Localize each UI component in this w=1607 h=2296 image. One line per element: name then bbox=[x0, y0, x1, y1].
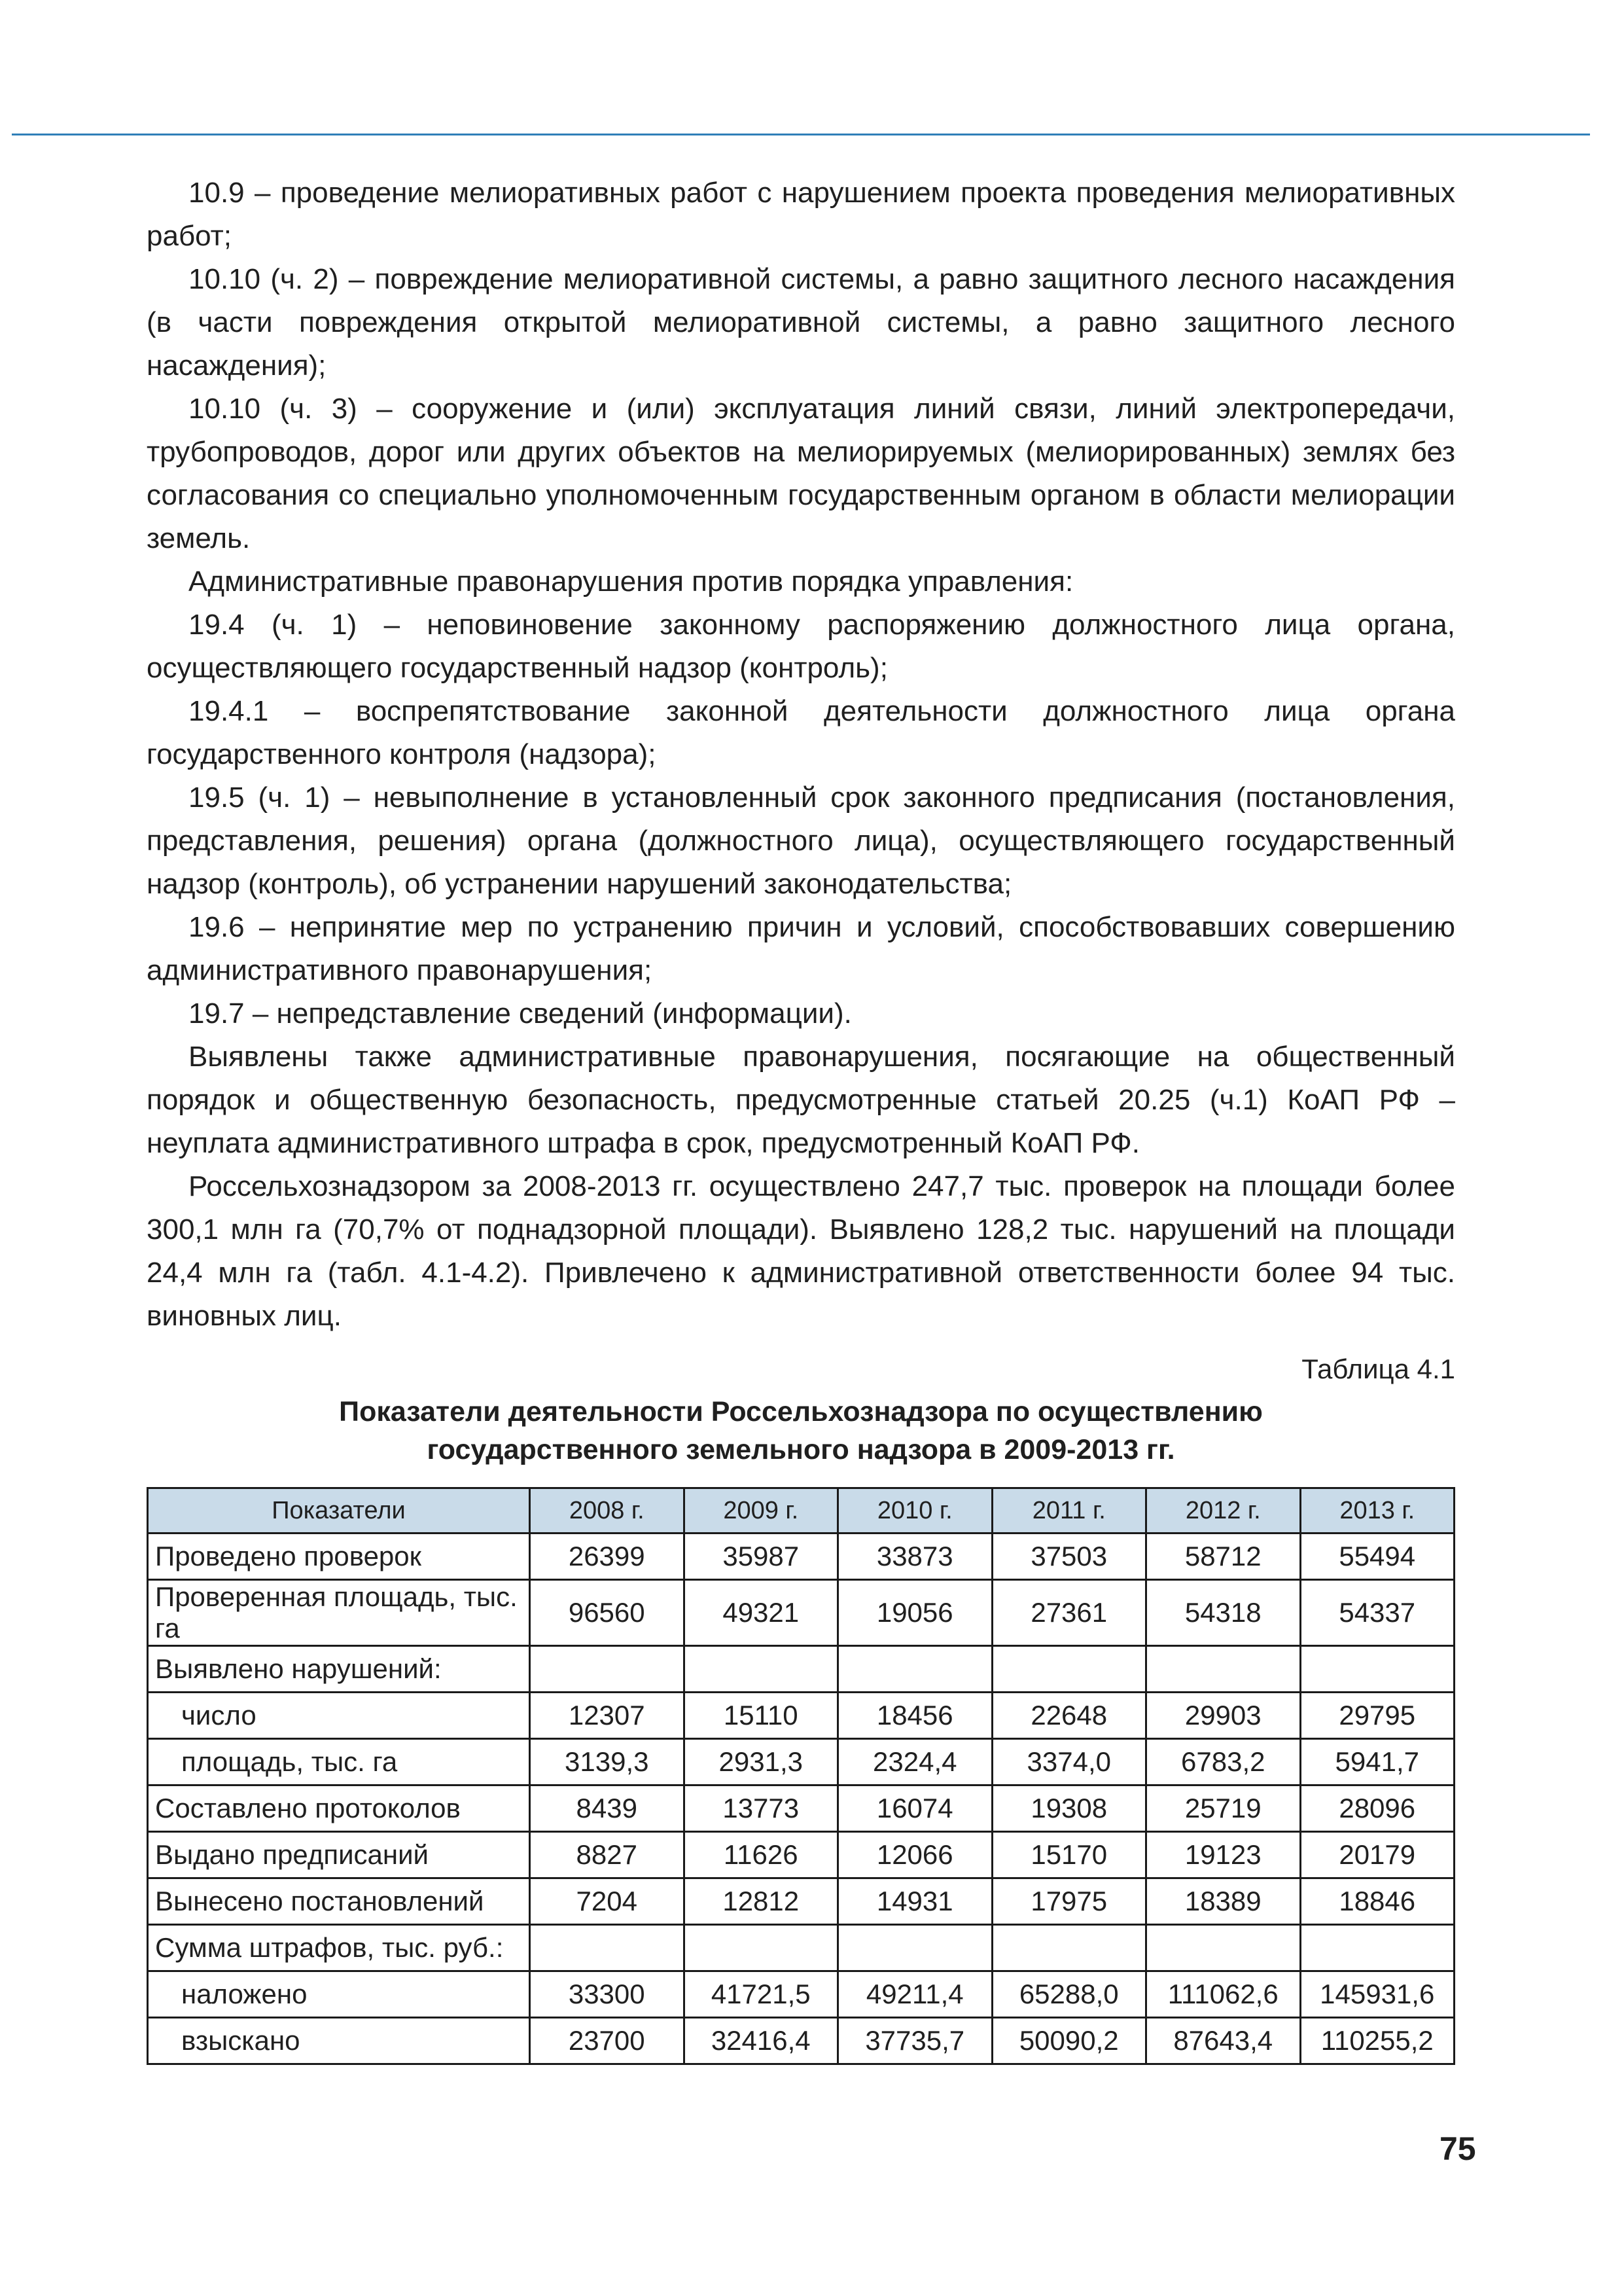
table-cell: 145931,6 bbox=[1300, 1971, 1455, 2018]
table-cell: 17975 bbox=[992, 1878, 1146, 1925]
table-cell bbox=[1146, 1925, 1301, 1971]
table-row bbox=[148, 1580, 1455, 1646]
row-label: площадь, тыс. га bbox=[148, 1739, 530, 1785]
table-cell bbox=[684, 1646, 838, 1693]
row-label: взыскано bbox=[148, 2018, 530, 2064]
table-cell: 6783,2 bbox=[1146, 1739, 1301, 1785]
table-cell: 49321 bbox=[684, 1580, 838, 1646]
table-cell: 3139,3 bbox=[530, 1739, 684, 1785]
table-title-line: государственного земельного надзора в 2009-2013 гг. bbox=[427, 1434, 1175, 1465]
body-text bbox=[147, 171, 1455, 1338]
table-row bbox=[148, 1693, 1455, 1739]
table-cell: 32416,4 bbox=[684, 2018, 838, 2064]
column-header: 2011 г. bbox=[992, 1488, 1146, 1534]
table-cell: 28096 bbox=[1300, 1785, 1455, 1832]
table-cell: 27361 bbox=[992, 1580, 1146, 1646]
table-cell: 14931 bbox=[838, 1878, 993, 1925]
row-label: Вынесено постановлений bbox=[148, 1878, 530, 1925]
table-row bbox=[148, 1832, 1455, 1878]
table-row bbox=[148, 1646, 1455, 1693]
table-cell: 12307 bbox=[530, 1693, 684, 1739]
table-cell bbox=[1300, 1925, 1455, 1971]
table-row bbox=[148, 1534, 1455, 1580]
row-label: Выявлено нарушений: bbox=[148, 1646, 530, 1693]
table-cell: 22648 bbox=[992, 1693, 1146, 1739]
column-header: 2013 г. bbox=[1300, 1488, 1455, 1534]
row-label: Сумма штрафов, тыс. руб.: bbox=[148, 1925, 530, 1971]
paragraph: 10.10 (ч. 2) – повреждение мелиоративной системы, а равно защитного лесного насаждения (в части повреждения открытой мелиоративной системы, а равно защитного лесного насаждения); bbox=[147, 263, 1455, 382]
paragraph: 10.10 (ч. 3) – сооружение и (или) эксплуатация линий связи, линий электропередачи, трубопроводов, дорог или других объектов на мелиорируемых (мелиорированных) землях без согласования со специально уполномоченным государственным органом в области мелиорации земель. bbox=[147, 393, 1455, 554]
table-cell: 37503 bbox=[992, 1534, 1146, 1580]
table-cell: 13773 bbox=[684, 1785, 838, 1832]
table-cell bbox=[530, 1646, 684, 1693]
table-cell: 20179 bbox=[1300, 1832, 1455, 1878]
table-row bbox=[148, 1739, 1455, 1785]
table-cell bbox=[992, 1925, 1146, 1971]
header-rule bbox=[12, 134, 1590, 135]
table-number: Таблица 4.1 bbox=[1301, 1354, 1455, 1384]
table-cell bbox=[530, 1925, 684, 1971]
row-label: Составлено протоколов bbox=[148, 1785, 530, 1832]
table-cell: 19308 bbox=[992, 1785, 1146, 1832]
row-label: наложено bbox=[148, 1971, 530, 2018]
table-row bbox=[148, 1925, 1455, 1971]
row-label: Проведено проверок bbox=[148, 1534, 530, 1580]
table-row bbox=[148, 1785, 1455, 1832]
table-title-line: Показатели деятельности Россельхознадзора по осуществлению bbox=[339, 1396, 1263, 1427]
table-cell: 18389 bbox=[1146, 1878, 1301, 1925]
paragraph: 19.4 (ч. 1) – неповиновение законному распоряжению должностного лица органа, осуществляющего государственный надзор (контроль); bbox=[147, 609, 1455, 684]
column-header: Показатели bbox=[148, 1488, 530, 1534]
paragraph: 10.9 – проведение мелиоративных работ с нарушением проекта проведения мелиоративных работ; bbox=[147, 177, 1455, 252]
table-title bbox=[147, 1393, 1455, 1469]
table-cell: 54337 bbox=[1300, 1580, 1455, 1646]
table-cell: 110255,2 bbox=[1300, 2018, 1455, 2064]
table-row bbox=[148, 2018, 1455, 2064]
table-cell: 26399 bbox=[530, 1534, 684, 1580]
table-cell bbox=[838, 1646, 993, 1693]
table-cell: 12812 bbox=[684, 1878, 838, 1925]
table-cell: 49211,4 bbox=[838, 1971, 993, 2018]
table-cell: 58712 bbox=[1146, 1534, 1301, 1580]
data-table bbox=[147, 1487, 1455, 2065]
table-cell: 15110 bbox=[684, 1693, 838, 1739]
table-cell: 16074 bbox=[838, 1785, 993, 1832]
table-cell: 8439 bbox=[530, 1785, 684, 1832]
paragraph: 19.5 (ч. 1) – невыполнение в установленный срок законного предписания (постановления, представления, решения) органа (должностного лица), осуществляющего государственный надзор (контроль), об устранении нарушений законодательства; bbox=[147, 781, 1455, 900]
table-cell: 29903 bbox=[1146, 1693, 1301, 1739]
table-cell: 8827 bbox=[530, 1832, 684, 1878]
table-cell: 25719 bbox=[1146, 1785, 1301, 1832]
row-label: число bbox=[148, 1693, 530, 1739]
paragraph: 19.6 – непринятие мер по устранению причин и условий, способствовавших совершению административного правонарушения; bbox=[147, 911, 1455, 986]
column-header: 2010 г. bbox=[838, 1488, 993, 1534]
table-cell: 19056 bbox=[838, 1580, 993, 1646]
table-cell: 41721,5 bbox=[684, 1971, 838, 2018]
column-header: 2009 г. bbox=[684, 1488, 838, 1534]
table-cell: 37735,7 bbox=[838, 2018, 993, 2064]
table-cell: 23700 bbox=[530, 2018, 684, 2064]
paragraph: 19.4.1 – воспрепятствование законной деятельности должностного лица органа государственного контроля (надзора); bbox=[147, 695, 1455, 770]
table-cell: 111062,6 bbox=[1146, 1971, 1301, 2018]
table-cell: 33873 bbox=[838, 1534, 993, 1580]
table-cell: 19123 bbox=[1146, 1832, 1301, 1878]
table-cell: 5941,7 bbox=[1300, 1739, 1455, 1785]
table-header-row bbox=[148, 1488, 1455, 1534]
table-cell: 50090,2 bbox=[992, 2018, 1146, 2064]
table-cell bbox=[1300, 1646, 1455, 1693]
table-cell: 55494 bbox=[1300, 1534, 1455, 1580]
table-cell: 18846 bbox=[1300, 1878, 1455, 1925]
page-number: 75 bbox=[1439, 2130, 1476, 2167]
column-header: 2012 г. bbox=[1146, 1488, 1301, 1534]
table-cell: 18456 bbox=[838, 1693, 993, 1739]
table-cell: 33300 bbox=[530, 1971, 684, 2018]
table-cell: 11626 bbox=[684, 1832, 838, 1878]
table-cell: 7204 bbox=[530, 1878, 684, 1925]
paragraph: Административные правонарушения против порядка управления: bbox=[188, 565, 1074, 598]
paragraph: 19.7 – непредставление сведений (информации). bbox=[188, 997, 852, 1030]
table-cell: 3374,0 bbox=[992, 1739, 1146, 1785]
table-cell: 35987 bbox=[684, 1534, 838, 1580]
row-label: Выдано предписаний bbox=[148, 1832, 530, 1878]
table-cell: 96560 bbox=[530, 1580, 684, 1646]
table-cell: 15170 bbox=[992, 1832, 1146, 1878]
paragraph: Россельхознадзором за 2008-2013 гг. осуществлено 247,7 тыс. проверок на площади более 300,1 млн га (70,7% от поднадзорной площади). Выявлено 128,2 тыс. нарушений на площади 24,4 млн га (табл. 4.1-4.2). Привлечено к административной ответственности более 94 тыс. виновных лиц. bbox=[147, 1170, 1455, 1332]
table-cell: 54318 bbox=[1146, 1580, 1301, 1646]
table-cell: 2931,3 bbox=[684, 1739, 838, 1785]
table-row bbox=[148, 1971, 1455, 2018]
row-label: Проверенная площадь, тыс. га bbox=[148, 1580, 530, 1646]
table-cell bbox=[684, 1925, 838, 1971]
table-cell: 87643,4 bbox=[1146, 2018, 1301, 2064]
paragraph: Выявлены также административные правонарушения, посягающие на общественный порядок и общественную безопасность, предусмотренные статьей 20.25 (ч.1) КоАП РФ – неуплата административного штрафа в срок, предусмотренный КоАП РФ. bbox=[147, 1041, 1455, 1159]
table-cell: 65288,0 bbox=[992, 1971, 1146, 2018]
table-cell: 12066 bbox=[838, 1832, 993, 1878]
column-header: 2008 г. bbox=[530, 1488, 684, 1534]
table-cell: 2324,4 bbox=[838, 1739, 993, 1785]
table-cell bbox=[838, 1925, 993, 1971]
table-cell: 29795 bbox=[1300, 1693, 1455, 1739]
table-row bbox=[148, 1878, 1455, 1925]
table-cell bbox=[992, 1646, 1146, 1693]
table-cell bbox=[1146, 1646, 1301, 1693]
